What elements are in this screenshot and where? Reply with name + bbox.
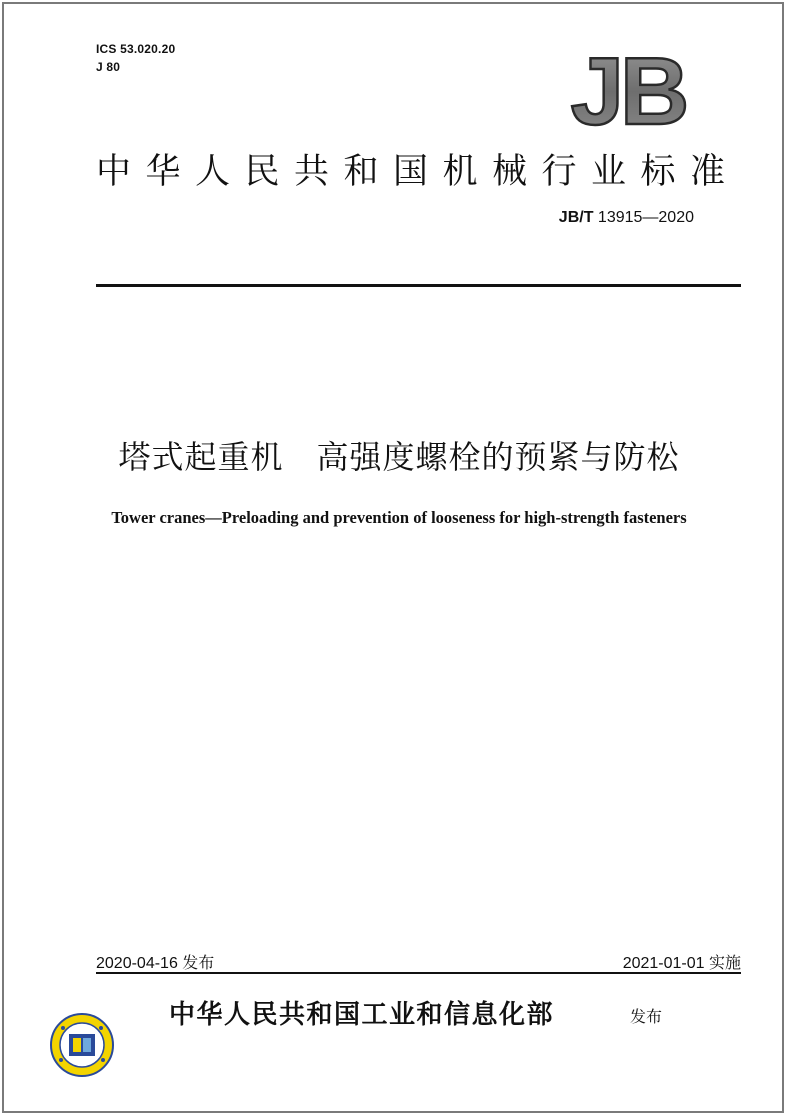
standard-number-value: 13915—2020 — [593, 209, 694, 226]
issue-date: 2020-04-16 发布 — [96, 955, 215, 972]
standard-number-prefix: JB/T — [558, 209, 594, 226]
footer-divider — [96, 972, 741, 974]
implement-date: 2021-01-01 实施 — [622, 955, 741, 972]
title-english: Tower cranes—Preloading and prevention of looseness for high-strength fasteners — [111, 508, 687, 527]
org-title: 中华人民共和国机械行业标准 — [96, 152, 740, 192]
ics-code: ICS 53.020.20 — [96, 42, 176, 56]
header-divider — [96, 284, 741, 287]
document-page — [2, 2, 784, 1113]
classification-codes — [96, 40, 175, 76]
ministry-seal — [49, 1012, 115, 1078]
ccs-code: J 80 — [96, 60, 121, 74]
date-row — [96, 950, 741, 972]
jb-logo-text: JB — [570, 48, 686, 130]
title-chinese: 塔式起重机 高强度螺栓的预紧与防松 — [118, 438, 680, 476]
publisher-name: 中华人民共和国工业和信息化部 — [169, 1000, 555, 1030]
standard-number — [559, 209, 694, 227]
publisher-suffix: 发布 — [630, 1007, 663, 1026]
jb-logo — [556, 48, 701, 130]
